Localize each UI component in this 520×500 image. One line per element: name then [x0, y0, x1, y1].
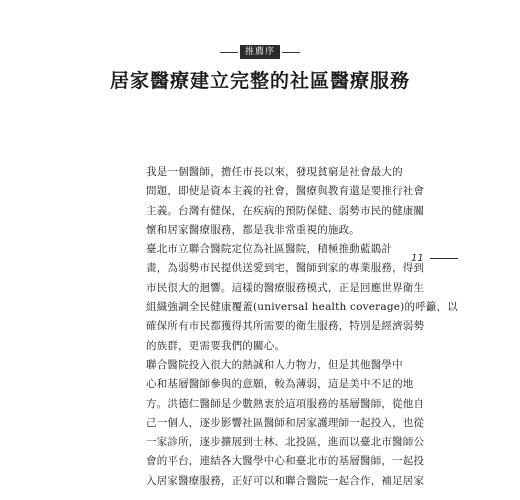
page-number-rule	[430, 258, 458, 259]
page-number: 11	[411, 253, 424, 264]
text-line: 入居家醫療服務，正好可以和聯合醫院一起合作，補足居家	[146, 474, 425, 487]
text-line: 問題，即使是資本主義的社會，醫療與教育還是要推行社會	[146, 185, 425, 198]
page-marker	[411, 253, 458, 264]
text-line: 心和基層醫師參與的意願，較為薄弱，這是美中不足的地	[146, 378, 414, 391]
text-line: 臺北市立聯合醫院定位為社區醫院，積極推動藍鵲計	[146, 243, 393, 256]
text-line: 一家診所，逐步擴展到士林、北投區，進而以臺北市醫師公	[146, 436, 425, 449]
text-line: 組織強調全民健康覆蓋(universal health coverage)的呼籲，以	[146, 301, 458, 314]
label-left-rule	[220, 52, 238, 53]
text-line: 會的平台，連結各大醫學中心和臺北市的基層醫師，一起投	[146, 455, 425, 468]
page-title: 居家醫療建立完整的社區醫療服務	[109, 70, 410, 92]
section-label-group	[0, 45, 520, 59]
text-line: 聯合醫院投入很大的熱誠和人力物力，但是其他醫學中	[146, 358, 403, 371]
text-line: 己一個人，逐步影響社區醫師和居家護理師一起投入，也從	[146, 416, 425, 429]
text-line: 畫，為弱勢市民提供送愛到宅，醫師到家的專業服務，得到	[146, 262, 425, 275]
text-line: 主義。台灣有健保，在疾病的預防保健、弱勢市民的健康關	[146, 204, 425, 217]
label-right-rule	[282, 52, 300, 53]
text-line: 的族群，更需要我們的關心。	[146, 339, 286, 352]
text-line: 我是一個醫師，擔任市長以來，發現貧窮是社會最大的	[146, 166, 403, 178]
section-label: 推薦序	[240, 45, 280, 59]
text-line: 懷和居家醫療服務，都是我非常重視的施政。	[146, 223, 360, 236]
text-line: 市民很大的迴響。這樣的醫療服務模式，正是回應世界衛生	[146, 281, 425, 294]
text-line: 確保所有市民都獲得其所需要的衛生服務，特別是經濟弱勢	[146, 320, 425, 333]
text-line: 方。洪德仁醫師是少數熱衷於這項服務的基層醫師，從他自	[146, 397, 425, 410]
